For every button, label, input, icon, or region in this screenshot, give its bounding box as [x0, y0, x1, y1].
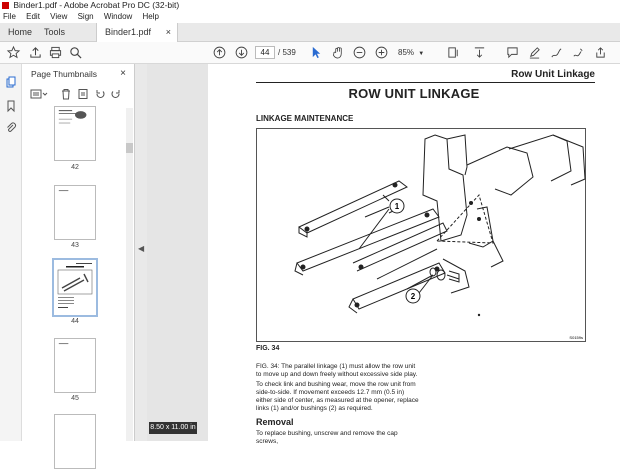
thumbnail-options-icon[interactable] — [30, 88, 48, 100]
scroll-mode-icon[interactable] — [472, 45, 486, 59]
app-icon — [2, 2, 9, 9]
linkage-illustration — [257, 129, 587, 343]
menu-help[interactable]: Help — [142, 12, 159, 21]
figure-code: S0159s — [569, 335, 583, 340]
page-header: Row Unit Linkage — [511, 69, 595, 80]
thumbnail-label: 45 — [71, 395, 79, 402]
menu-window[interactable]: Window — [103, 12, 133, 21]
zoom-in-icon[interactable] — [374, 45, 388, 59]
thumbnail-page[interactable] — [54, 106, 96, 161]
toolbar — [0, 42, 620, 64]
thumbnail-label: 44 — [71, 318, 79, 325]
page-count: / 539 — [278, 48, 296, 57]
panel-toolbar — [22, 84, 134, 104]
figure-caption: FIG. 34 — [256, 345, 280, 352]
sign-icon[interactable] — [571, 45, 585, 59]
thumbnail-page-selected[interactable] — [54, 260, 96, 315]
thumbnail-page-preview — [55, 186, 95, 239]
header-rule — [256, 82, 595, 83]
previous-page-icon[interactable] — [212, 45, 226, 59]
thumbnail-panel — [22, 64, 135, 441]
pdf-page — [208, 64, 620, 445]
menu-view[interactable]: View — [50, 12, 68, 21]
rotate-right-icon[interactable] — [110, 88, 122, 100]
paragraph-3: To replace bushing, unscrew and remove the cap screws, — [256, 430, 398, 445]
page-size-tooltip: 8.50 x 11.00 in — [149, 422, 197, 434]
next-page-icon[interactable] — [234, 45, 248, 59]
thumbnail-scrollbar[interactable] — [126, 108, 133, 441]
scrollbar-thumb[interactable] — [126, 143, 133, 153]
figure-linkage-drawing — [256, 128, 586, 342]
thumbnail-label: 42 — [71, 164, 79, 171]
left-navigation-bar — [0, 64, 22, 441]
bookmark-star-icon[interactable] — [6, 45, 20, 59]
page-layout-icon[interactable] — [446, 45, 460, 59]
thumbnail-page-preview — [55, 339, 95, 392]
upload-icon[interactable] — [28, 45, 42, 59]
comment-icon[interactable] — [505, 45, 519, 59]
thumbnail-label: 43 — [71, 242, 79, 249]
collapse-arrow-icon[interactable]: ◀ — [138, 244, 145, 253]
extract-page-icon[interactable] — [77, 88, 89, 100]
attachments-icon[interactable] — [5, 122, 17, 134]
thumbnail-page[interactable] — [54, 338, 96, 393]
hand-tool-icon[interactable] — [331, 45, 345, 59]
thumbnail-list — [22, 108, 126, 441]
heading-removal: Removal — [256, 417, 294, 427]
zoom-value: 85% — [398, 48, 415, 57]
menu-edit[interactable]: Edit — [26, 12, 40, 21]
close-panel-icon[interactable]: × — [120, 68, 126, 79]
panel-collapse-strip[interactable] — [135, 64, 147, 441]
tab-document[interactable] — [96, 23, 178, 42]
highlight-pen-icon[interactable] — [527, 45, 541, 59]
rotate-left-icon[interactable] — [94, 88, 106, 100]
title-bar — [0, 0, 620, 11]
close-tab-icon[interactable]: × — [165, 27, 171, 37]
thumbnail-page[interactable] — [54, 185, 96, 240]
bookmarks-icon[interactable] — [5, 100, 17, 112]
callout-2: 2 — [410, 292, 416, 301]
paragraph-2: To check link and bushing wear, move the row unit from side-to-side. If movement exceeds 12.7 mm (0.5 in) either side of center, as measured at the opener, replace links (1) and/or bushings (2) as required. — [256, 381, 419, 412]
page-title: ROW UNIT LINKAGE — [348, 86, 480, 101]
menu-file[interactable]: File — [3, 12, 16, 21]
window-title: Binder1.pdf - Adobe Acrobat Pro DC (32-bit) — [13, 0, 180, 10]
menu-sign[interactable]: Sign — [77, 12, 94, 21]
draw-icon[interactable] — [549, 45, 563, 59]
select-cursor-icon[interactable] — [309, 45, 323, 59]
page-number-input[interactable]: 44 — [255, 46, 275, 59]
document-viewer[interactable] — [147, 64, 620, 445]
tab-document-label: Binder1.pdf — [105, 27, 152, 37]
tab-bar — [0, 23, 620, 42]
menu-bar — [0, 11, 620, 23]
tab-tools[interactable]: Tools — [44, 27, 66, 37]
thumbnail-page-preview — [55, 107, 95, 160]
tab-home[interactable]: Home — [8, 27, 33, 37]
thumbnail-page-preview — [54, 260, 96, 315]
share-icon[interactable] — [593, 45, 607, 59]
paragraph-1: FIG. 34: The parallel linkage (1) must allow the row unit to move up and down freely without excessive side play. — [256, 363, 418, 378]
zoom-chevron-down-icon[interactable]: ▼ — [418, 51, 425, 57]
zoom-out-icon[interactable] — [352, 45, 366, 59]
zoom-level[interactable] — [398, 46, 430, 59]
search-icon[interactable] — [68, 45, 82, 59]
delete-page-icon[interactable] — [60, 88, 72, 100]
panel-title: Page Thumbnails — [31, 69, 97, 79]
callout-1: 1 — [394, 202, 400, 211]
panel-header — [22, 64, 134, 84]
thumbnail-page[interactable] — [54, 414, 96, 469]
page-thumbnails-icon[interactable] — [5, 76, 17, 88]
print-icon[interactable] — [48, 45, 62, 59]
section-subtitle: LINKAGE MAINTENANCE — [256, 114, 354, 123]
